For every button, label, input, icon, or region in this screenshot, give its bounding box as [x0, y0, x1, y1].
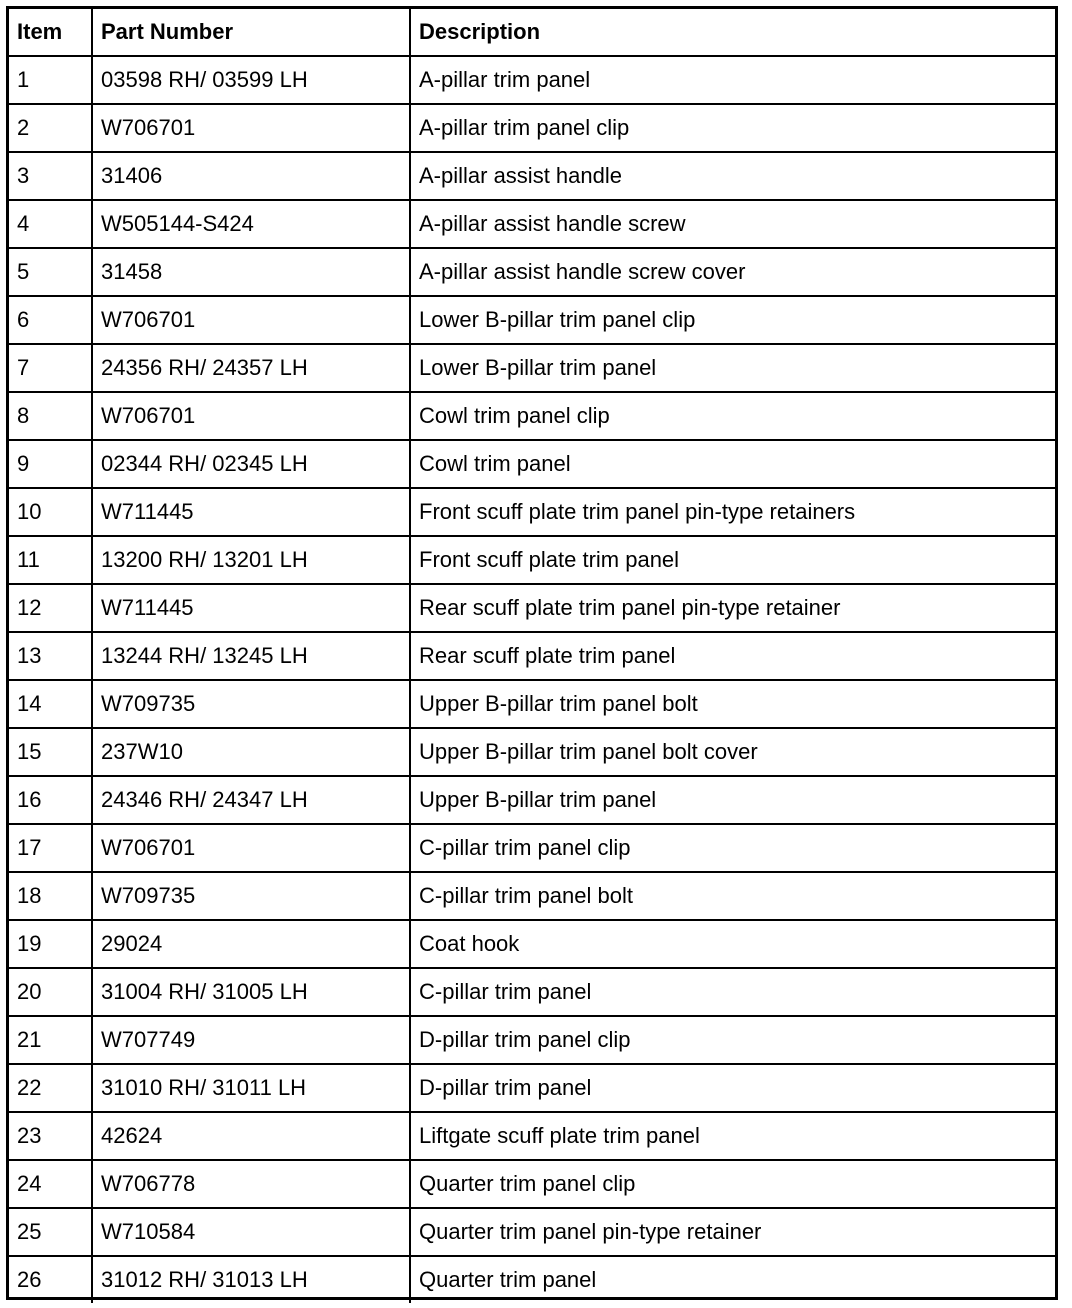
part-number-cell: 31012 RH/ 31013 LH — [92, 1256, 410, 1303]
description-cell: A-pillar trim panel — [410, 56, 1055, 104]
description-cell: A-pillar assist handle screw — [410, 200, 1055, 248]
parts-table — [9, 9, 1055, 1303]
table-row — [9, 920, 1055, 968]
description-cell: A-pillar assist handle — [410, 152, 1055, 200]
part-number-cell: 31406 — [92, 152, 410, 200]
part-number-cell: 42624 — [92, 1112, 410, 1160]
description-cell: Lower B-pillar trim panel — [410, 344, 1055, 392]
table-row — [9, 344, 1055, 392]
part-number-cell: 13200 RH/ 13201 LH — [92, 536, 410, 584]
table-row — [9, 872, 1055, 920]
part-number-cell: W505144-S424 — [92, 200, 410, 248]
column-header-part-number: Part Number — [92, 9, 410, 56]
item-cell: 1 — [9, 56, 92, 104]
part-number-cell: 03598 RH/ 03599 LH — [92, 56, 410, 104]
table-row — [9, 248, 1055, 296]
table-row — [9, 1160, 1055, 1208]
table-row — [9, 488, 1055, 536]
item-cell: 23 — [9, 1112, 92, 1160]
description-cell: Upper B-pillar trim panel bolt cover — [410, 728, 1055, 776]
description-cell: A-pillar assist handle screw cover — [410, 248, 1055, 296]
description-cell: Front scuff plate trim panel — [410, 536, 1055, 584]
part-number-cell: W707749 — [92, 1016, 410, 1064]
part-number-cell: W711445 — [92, 584, 410, 632]
item-cell: 10 — [9, 488, 92, 536]
description-cell: Upper B-pillar trim panel bolt — [410, 680, 1055, 728]
part-number-cell: 02344 RH/ 02345 LH — [92, 440, 410, 488]
table-row — [9, 1112, 1055, 1160]
item-cell: 5 — [9, 248, 92, 296]
item-cell: 26 — [9, 1256, 92, 1303]
part-number-cell: W706701 — [92, 824, 410, 872]
item-cell: 8 — [9, 392, 92, 440]
parts-table-header — [9, 9, 1055, 56]
part-number-cell: 24346 RH/ 24347 LH — [92, 776, 410, 824]
part-number-cell: 13244 RH/ 13245 LH — [92, 632, 410, 680]
item-cell: 11 — [9, 536, 92, 584]
description-cell: Upper B-pillar trim panel — [410, 776, 1055, 824]
item-cell: 12 — [9, 584, 92, 632]
table-row — [9, 824, 1055, 872]
description-cell: A-pillar trim panel clip — [410, 104, 1055, 152]
column-header-item: Item — [9, 9, 92, 56]
parts-table-body — [9, 56, 1055, 1303]
table-row — [9, 536, 1055, 584]
part-number-cell: W706778 — [92, 1160, 410, 1208]
part-number-cell: W706701 — [92, 296, 410, 344]
description-cell: Front scuff plate trim panel pin-type retainers — [410, 488, 1055, 536]
part-number-cell: 31010 RH/ 31011 LH — [92, 1064, 410, 1112]
table-row — [9, 104, 1055, 152]
item-cell: 24 — [9, 1160, 92, 1208]
table-row — [9, 296, 1055, 344]
item-cell: 2 — [9, 104, 92, 152]
table-row — [9, 56, 1055, 104]
part-number-cell: 31004 RH/ 31005 LH — [92, 968, 410, 1016]
table-row — [9, 440, 1055, 488]
description-cell: C-pillar trim panel clip — [410, 824, 1055, 872]
item-cell: 25 — [9, 1208, 92, 1256]
item-cell: 6 — [9, 296, 92, 344]
item-cell: 13 — [9, 632, 92, 680]
part-number-cell: 237W10 — [92, 728, 410, 776]
item-cell: 9 — [9, 440, 92, 488]
table-row — [9, 584, 1055, 632]
description-cell: Liftgate scuff plate trim panel — [410, 1112, 1055, 1160]
item-cell: 20 — [9, 968, 92, 1016]
table-row — [9, 152, 1055, 200]
header-row — [9, 9, 1055, 56]
table-row — [9, 1208, 1055, 1256]
table-row — [9, 1016, 1055, 1064]
part-number-cell: W709735 — [92, 872, 410, 920]
column-header-description: Description — [410, 9, 1055, 56]
item-cell: 7 — [9, 344, 92, 392]
item-cell: 21 — [9, 1016, 92, 1064]
description-cell: Quarter trim panel clip — [410, 1160, 1055, 1208]
description-cell: D-pillar trim panel — [410, 1064, 1055, 1112]
table-row — [9, 392, 1055, 440]
item-cell: 16 — [9, 776, 92, 824]
description-cell: Rear scuff plate trim panel pin-type retainer — [410, 584, 1055, 632]
item-cell: 4 — [9, 200, 92, 248]
item-cell: 15 — [9, 728, 92, 776]
table-row — [9, 632, 1055, 680]
description-cell: C-pillar trim panel bolt — [410, 872, 1055, 920]
part-number-cell: W711445 — [92, 488, 410, 536]
table-row — [9, 968, 1055, 1016]
item-cell: 14 — [9, 680, 92, 728]
table-row — [9, 776, 1055, 824]
table-row — [9, 680, 1055, 728]
part-number-cell: 31458 — [92, 248, 410, 296]
part-number-cell: W706701 — [92, 104, 410, 152]
description-cell: Quarter trim panel pin-type retainer — [410, 1208, 1055, 1256]
item-cell: 17 — [9, 824, 92, 872]
description-cell: Cowl trim panel — [410, 440, 1055, 488]
table-row — [9, 1256, 1055, 1303]
description-cell: Quarter trim panel — [410, 1256, 1055, 1303]
description-cell: C-pillar trim panel — [410, 968, 1055, 1016]
item-cell: 18 — [9, 872, 92, 920]
item-cell: 3 — [9, 152, 92, 200]
part-number-cell: W706701 — [92, 392, 410, 440]
table-row — [9, 200, 1055, 248]
description-cell: Lower B-pillar trim panel clip — [410, 296, 1055, 344]
part-number-cell: W710584 — [92, 1208, 410, 1256]
part-number-cell: 29024 — [92, 920, 410, 968]
item-cell: 19 — [9, 920, 92, 968]
item-cell: 22 — [9, 1064, 92, 1112]
description-cell: Coat hook — [410, 920, 1055, 968]
description-cell: D-pillar trim panel clip — [410, 1016, 1055, 1064]
part-number-cell: 24356 RH/ 24357 LH — [92, 344, 410, 392]
table-row — [9, 728, 1055, 776]
parts-table-frame — [6, 6, 1058, 1300]
description-cell: Rear scuff plate trim panel — [410, 632, 1055, 680]
part-number-cell: W709735 — [92, 680, 410, 728]
table-row — [9, 1064, 1055, 1112]
description-cell: Cowl trim panel clip — [410, 392, 1055, 440]
